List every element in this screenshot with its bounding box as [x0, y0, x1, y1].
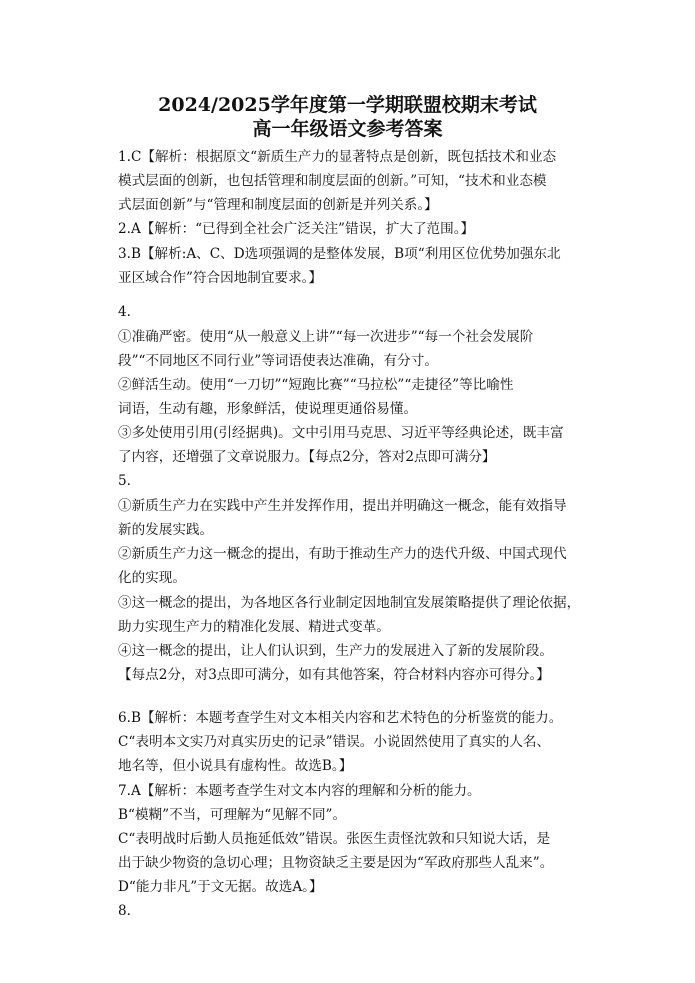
question-4-number: 4.	[118, 304, 131, 320]
answer-4-line-2: 段”“不同地区不同行业”等词语使表达准确，有分寸。	[118, 353, 438, 369]
answer-6-line-1: 6.B【解析：本题考查学生对文本相关内容和艺术特色的分析鉴赏的能力。	[118, 710, 563, 726]
answer-7-line-1: 7.A【解析：本题考查学生对文本内容的理解和分析的能力。	[118, 783, 481, 799]
answer-7-line-5: D“能力非凡”于文无据。故选A。】	[118, 879, 323, 895]
answer-1-line-3: 式层面创新”与“管理和制度层面的创新是并列关系。】	[118, 197, 438, 213]
answer-2-line-1: 2.A【解析：“已得到全社会广泛关注”错误，扩大了范围。】	[118, 221, 475, 237]
answer-5-line-1: ①新质生产力在实践中产生并发挥作用，提出并明确这一概念，能有效指导	[118, 498, 567, 514]
answer-5-line-5: ③这一概念的提出，为各地区各行业制定因地制宜发展策略提供了理论依据，	[118, 595, 581, 611]
answer-6-line-3: 地名等，但小说具有虚构性。故选B。】	[118, 758, 353, 774]
question-5-number: 5.	[118, 473, 131, 489]
answer-5-scoring-note: 【每点2分，对3点即可满分，如有其他答案，符合材料内容亦可得分。】	[118, 667, 550, 683]
answer-4-line-5: ③多处使用引用(引经据典)。文中引用马克思、习近平等经典论述，既丰富	[118, 425, 564, 441]
answer-7-line-2: B“模糊”不当，可理解为“见解不同”。	[118, 807, 347, 823]
page-subtitle: 高一年级语文参考答案	[252, 118, 443, 140]
answer-5-line-6: 助力实现生产力的精准化发展、精进式变革。	[118, 619, 390, 635]
answer-5-line-7: ④这一概念的提出，让人们认识到，生产力的发展进入了新的发展阶段。	[118, 643, 553, 659]
answer-4-line-4: 词语，生动有趣，形象鲜活，使说理更通俗易懂。	[118, 401, 418, 417]
answer-6-line-2: C“表明本文实乃对真实历史的记录”错误。小说固然使用了真实的人名、	[118, 734, 551, 750]
question-8-number: 8.	[118, 903, 131, 919]
answer-7-line-4: 出于缺少物资的急切心理；且物资缺乏主要是因为“军政府那些人乱来”。	[118, 855, 554, 871]
answer-4-line-6: 了内容，还增强了文章说服力。【每点2分，答对2点即可满分】	[118, 449, 496, 465]
answer-4-line-1: ①准确严密。使用“从一般意义上讲”“每一次进步”“每一个社会发展阶	[118, 329, 534, 345]
page-title: 2024/2025学年度第一学期联盟校期末考试	[158, 94, 537, 116]
answer-4-line-3: ②鲜活生动。使用“一刀切”“短跑比赛”“马拉松”“走捷径”等比喻性	[118, 377, 514, 393]
answer-3-line-1: 3.B【解析:A、C、D选项强调的是整体发展，B项“利用区位优势加强东北	[118, 246, 561, 262]
answer-7-line-3: C“表明战时后勤人员拖延低效”错误。张医生责怪沈敦和只知说大话，是	[118, 831, 551, 847]
answer-1-line-2: 模式层面的创新，也包括管理和制度层面的创新。”可知，“技术和业态模	[118, 173, 547, 189]
answer-5-line-3: ②新质生产力这一概念的提出，有助于推动生产力的迭代升级、中国式现代	[118, 546, 567, 562]
answer-3-line-2: 亚区域合作”符合因地制宜要求。】	[118, 270, 323, 286]
answer-5-line-4: 化的实现。	[118, 570, 186, 586]
answer-1-line-1: 1.C【解析：根据原文“新质生产力的显著特点是创新，既包括技术和业态	[118, 149, 557, 165]
answer-5-line-2: 新的发展实践。	[118, 522, 214, 538]
